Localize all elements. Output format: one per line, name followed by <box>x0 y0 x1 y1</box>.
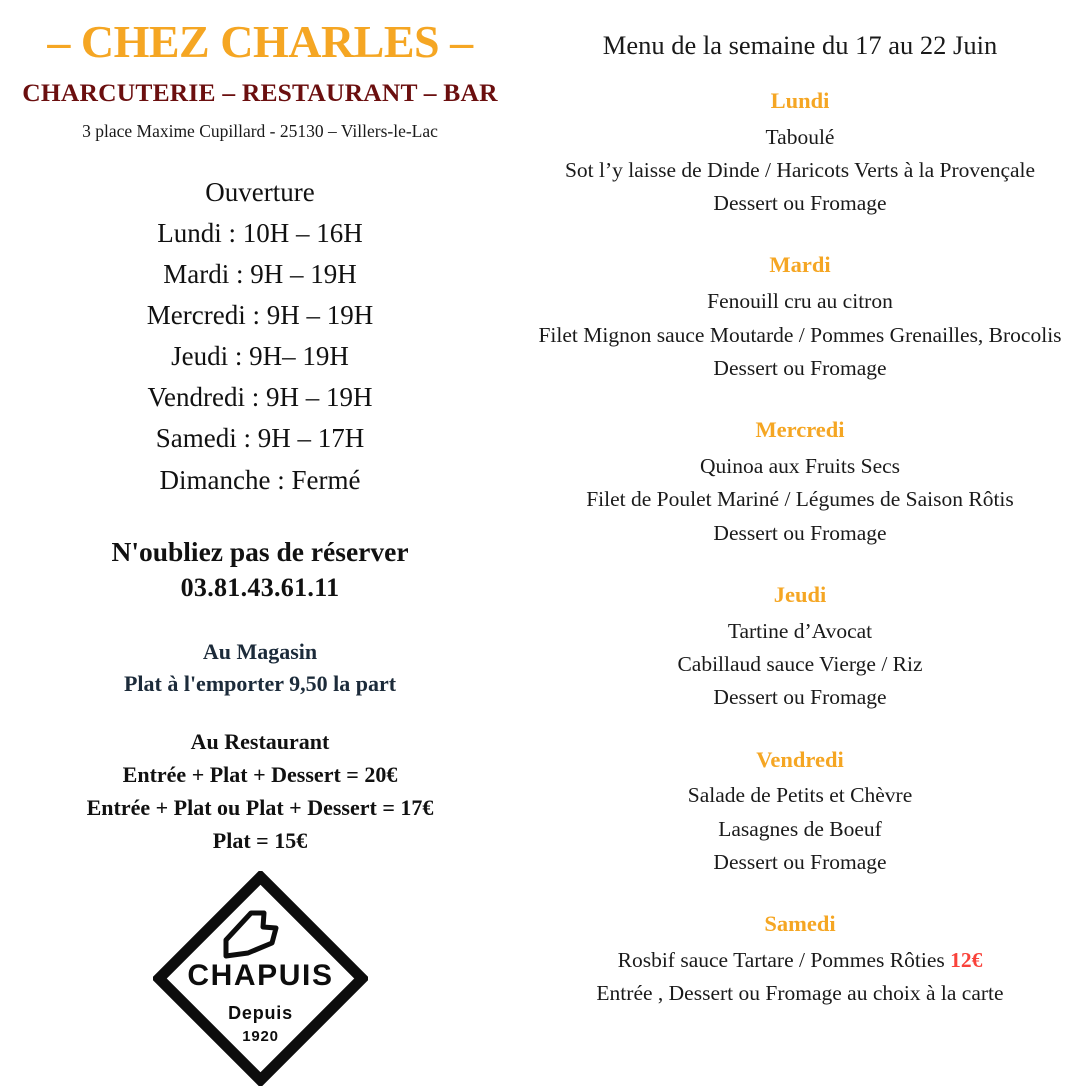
chapuis-logo-since-year: 1920 <box>241 1027 279 1045</box>
restaurant-price-two-course: Entrée + Plat ou Plat + Dessert = 17€ <box>86 794 434 820</box>
menu-day-jeudi-line-1: Tartine d’Avocat <box>727 618 873 643</box>
weekly-menu-column <box>520 0 1080 1080</box>
opening-hours-row-monday: Lundi : 10H – 16H <box>157 218 363 249</box>
menu-day-vendredi-line-3: Dessert ou Fromage <box>713 849 887 874</box>
reservation-block <box>10 533 510 607</box>
arrow-mark-icon <box>226 913 276 956</box>
menu-day-mercredi-line-2: Filet de Poulet Mariné / Légumes de Saison Rôtis <box>586 487 1014 512</box>
opening-hours-title: Ouverture <box>205 177 315 208</box>
restaurant-pricing-block <box>10 725 510 857</box>
menu-day-name-samedi: Samedi <box>764 911 836 937</box>
menu-day-mardi-line-2: Filet Mignon sauce Moutarde / Pommes Grenailles, Brocolis <box>538 322 1062 347</box>
opening-hours-row-sunday: Dimanche : Fermé <box>159 464 361 495</box>
menu-day-name-jeudi: Jeudi <box>773 581 827 607</box>
chapuis-logo <box>10 871 510 1086</box>
menu-day-lundi-line-1: Taboulé <box>765 124 835 149</box>
brand-title: – CHEZ CHARLES – <box>47 16 473 67</box>
restaurant-info-column <box>0 0 520 1080</box>
weekly-menu-header: Menu de la semaine du 17 au 22 Juin <box>602 30 998 60</box>
takeaway-shop-heading: Au Magasin <box>202 639 318 665</box>
opening-hours-row-thursday: Jeudi : 9H– 19H <box>171 341 349 372</box>
menu-day-mardi-line-1: Fenouill cru au citron <box>707 289 893 314</box>
menu-day-vendredi-line-2: Lasagnes de Boeuf <box>718 816 882 841</box>
menu-day-lundi-line-3: Dessert ou Fromage <box>713 191 887 216</box>
brand-address: 3 place Maxime Cupillard - 25130 – Villers-le-Lac <box>82 121 438 142</box>
menu-day-samedi-line-1-text: Rosbif sauce Tartare / Pommes Rôties <box>617 947 951 972</box>
menu-day-mardi-line-3: Dessert ou Fromage <box>713 355 887 380</box>
takeaway-shop-price-line: Plat à l'emporter 9,50 la part <box>123 670 397 696</box>
menu-day-name-vendredi: Vendredi <box>756 746 844 772</box>
menu-day-name-lundi: Lundi <box>770 87 830 113</box>
menu-day-jeudi <box>524 578 1076 715</box>
opening-hours-block <box>10 172 510 500</box>
brand-subtitle: CHARCUTERIE – RESTAURANT – BAR <box>22 78 498 108</box>
menu-day-lundi-line-2: Sot l’y laisse de Dinde / Haricots Verts à la Provençale <box>564 157 1036 182</box>
menu-day-samedi <box>524 907 1076 1010</box>
reservation-phone-number[interactable]: 03.81.43.61.11 <box>180 572 340 602</box>
menu-day-lundi <box>524 84 1076 221</box>
menu-day-samedi-line-1 <box>524 944 1076 977</box>
menu-day-mercredi <box>524 413 1076 550</box>
restaurant-price-main-only: Plat = 15€ <box>212 827 308 853</box>
takeaway-shop-block <box>10 636 510 700</box>
opening-hours-row-tuesday: Mardi : 9H – 19H <box>163 259 357 290</box>
menu-day-samedi-line-2: Entrée , Dessert ou Fromage au choix à la carte <box>596 981 1004 1006</box>
restaurant-pricing-heading: Au Restaurant <box>190 728 330 754</box>
menu-day-samedi-price: 12€ <box>950 947 983 972</box>
chapuis-logo-svg <box>153 871 368 1086</box>
chapuis-logo-name: CHAPUIS <box>186 958 334 992</box>
menu-day-vendredi <box>524 743 1076 880</box>
chapuis-logo-since-label: Depuis <box>227 1002 293 1023</box>
menu-day-name-mardi: Mardi <box>769 252 831 278</box>
opening-hours-row-saturday: Samedi : 9H – 17H <box>155 423 365 454</box>
menu-day-jeudi-line-2: Cabillaud sauce Vierge / Riz <box>677 651 923 676</box>
opening-hours-row-wednesday: Mercredi : 9H – 19H <box>146 300 374 331</box>
menu-day-vendredi-line-1: Salade de Petits et Chèvre <box>687 783 913 808</box>
menu-day-mardi <box>524 248 1076 385</box>
restaurant-price-full-menu: Entrée + Plat + Dessert = 20€ <box>122 761 398 787</box>
reservation-heading: N'oubliez pas de réserver <box>111 535 409 567</box>
menu-day-name-mercredi: Mercredi <box>755 417 845 443</box>
menu-day-mercredi-line-3: Dessert ou Fromage <box>713 520 887 545</box>
opening-hours-row-friday: Vendredi : 9H – 19H <box>147 382 373 413</box>
menu-day-mercredi-line-1: Quinoa aux Fruits Secs <box>699 453 901 478</box>
menu-day-jeudi-line-3: Dessert ou Fromage <box>713 685 887 710</box>
